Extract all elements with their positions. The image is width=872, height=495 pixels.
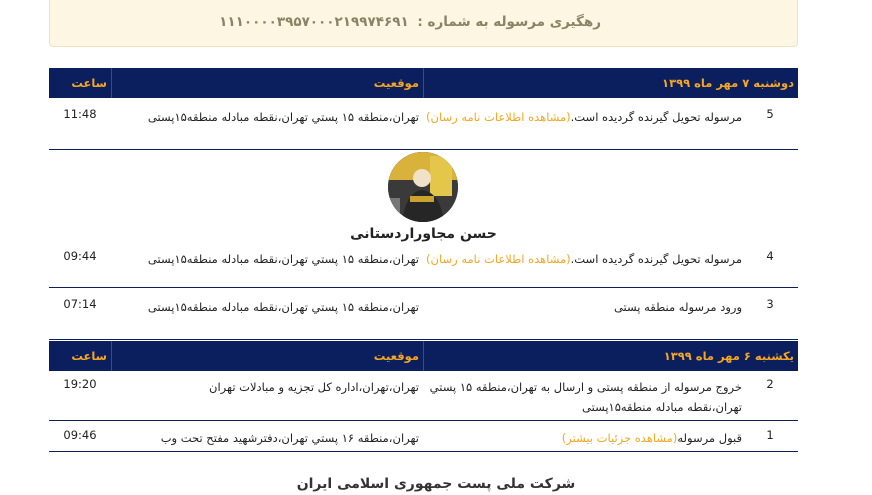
tracking-banner — [49, 0, 798, 47]
row-number: 2 — [766, 377, 774, 391]
postman-info-link[interactable]: (مشاهده اطلاعات نامه رسان) — [426, 110, 571, 124]
row-description — [423, 240, 742, 287]
header-time: ساعت — [71, 349, 107, 363]
row-number: 4 — [766, 249, 774, 263]
postman-info-link[interactable]: (مشاهده اطلاعات نامه رسان) — [426, 252, 571, 266]
row-description — [423, 421, 742, 451]
table-header — [49, 68, 798, 98]
header-location: موقعیت — [111, 341, 423, 371]
tracking-number: ۱۱۱۰۰۰۰۳۹۵۷۰۰۰۲۱۹۹۷۴۶۹۱ — [219, 14, 409, 30]
row-description — [423, 98, 742, 149]
tracking-text — [219, 14, 601, 30]
row-time: 11:48 — [63, 107, 97, 121]
receiver-name: حسن مجاوراردستانی — [350, 226, 497, 242]
person-icon — [388, 152, 458, 222]
tracking-table-day1 — [49, 68, 798, 340]
receiver-avatar — [388, 152, 458, 222]
table-row — [49, 98, 798, 150]
row-description — [423, 371, 742, 420]
table-row — [49, 371, 798, 421]
row-time: 09:44 — [63, 249, 97, 263]
row-number: 3 — [766, 297, 774, 311]
header-date: دوشنبه ۷ مهر ماه ۱۳۹۹ — [423, 68, 798, 98]
row-location: تهران،منطقه ۱۵ پستي تهران،نقطه مبادله منطقه۱۵پستی — [147, 300, 419, 314]
header-location: موقعیت — [111, 68, 423, 98]
status-text: مرسوله تحویل گیرنده گردیده است. — [570, 252, 742, 266]
row-location: تهران،منطقه ۱۵ پستي تهران،نقطه مبادله منطقه۱۵پستی — [147, 110, 419, 124]
row-time: 09:46 — [63, 428, 97, 442]
tracking-label: رهگیری مرسوله به شماره : — [417, 14, 601, 30]
row-number: 1 — [766, 428, 774, 442]
table-header — [49, 341, 798, 371]
row-number: 5 — [766, 107, 774, 121]
footer-company-name: شرکت ملی پست جمهوری اسلامی ایران — [296, 476, 576, 492]
table-row — [49, 288, 798, 340]
row-location: تهران،تهران،اداره کل تجزیه و مبادلات تهران — [209, 380, 419, 394]
row-time: 19:20 — [63, 377, 97, 391]
more-details-link[interactable]: (مشاهده جزئیات بیشتر) — [561, 431, 678, 445]
receiver-block — [49, 150, 798, 240]
row-description — [423, 288, 742, 339]
row-location: تهران،منطقه ۱۶ پستي تهران،دفترشهید مفتح تحت وب — [160, 431, 419, 445]
row-time: 07:14 — [63, 297, 97, 311]
header-time: ساعت — [71, 76, 107, 90]
status-text: قبول مرسوله — [677, 431, 742, 445]
status-text: خروج مرسوله از منطقه پستی و ارسال به تهران،منطقه ۱۵ پستي تهران،نقطه مبادله منطقه۱۵پستی — [429, 380, 742, 414]
tracking-table-day2 — [49, 341, 798, 452]
header-date: یکشنبه ۶ مهر ماه ۱۳۹۹ — [423, 341, 798, 371]
table-row — [49, 421, 798, 452]
table-row — [49, 240, 798, 288]
status-text: مرسوله تحویل گیرنده گردیده است. — [570, 110, 742, 124]
status-text: ورود مرسوله منطقه پستی — [613, 300, 742, 314]
row-location: تهران،منطقه ۱۵ پستي تهران،نقطه مبادله منطقه۱۵پستی — [147, 252, 419, 266]
